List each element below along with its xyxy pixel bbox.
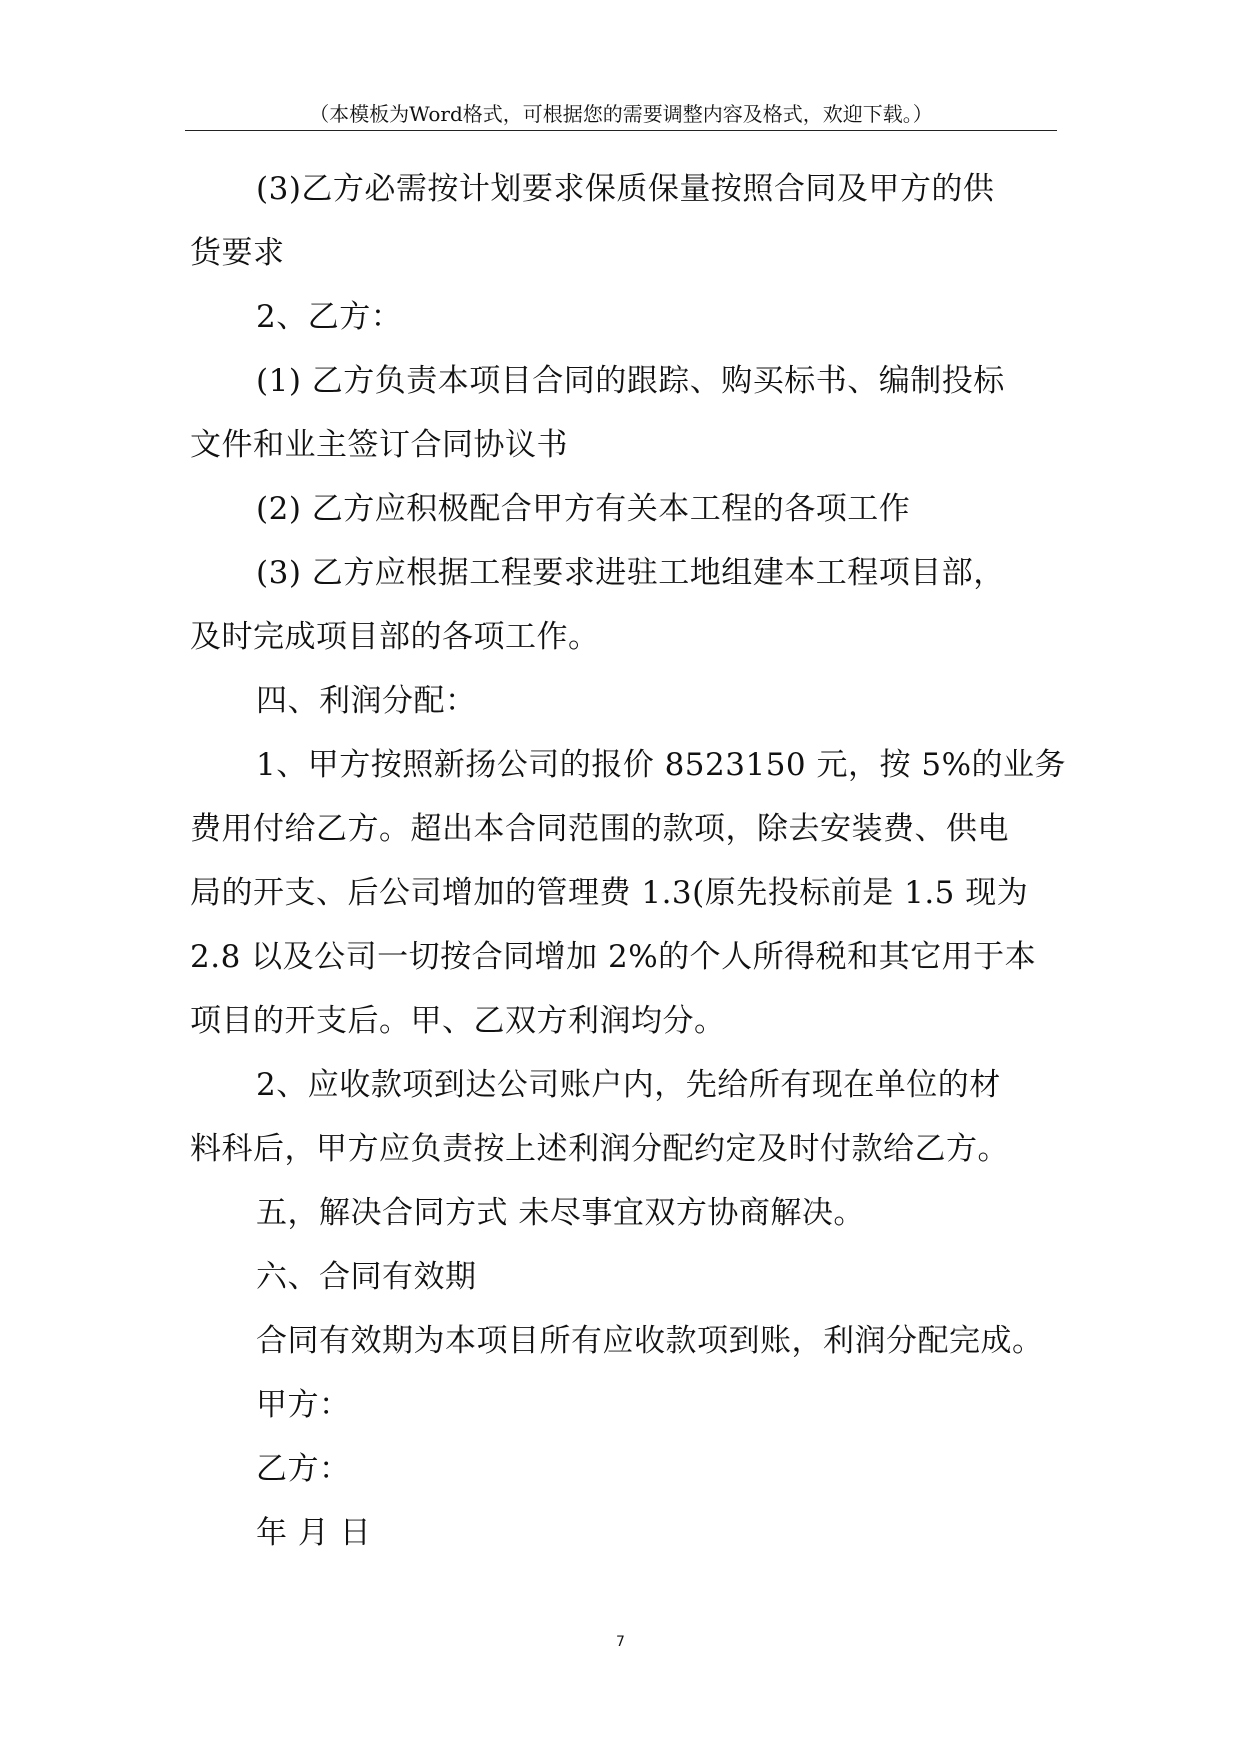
paragraph-line: 文件和业主签订合同协议书 bbox=[190, 427, 568, 463]
template-header-note: （本模板为Word格式，可根据您的需要调整内容及格式，欢迎下载。） bbox=[309, 102, 933, 126]
paragraph-line: 及时完成项目部的各项工作。 bbox=[190, 619, 600, 655]
paragraph-line: (3)乙方必需按计划要求保质保量按照合同及甲方的供 bbox=[256, 171, 995, 207]
signature-party-a: 甲方： bbox=[256, 1387, 351, 1423]
contract-body bbox=[190, 157, 1067, 1565]
section-heading: 五，解决合同方式 未尽事宜双方协商解决。 bbox=[256, 1195, 865, 1231]
paragraph-line: 2、应收款项到达公司账户内，先给所有现在单位的材 bbox=[256, 1067, 1001, 1103]
section-heading: 四、利润分配： bbox=[256, 683, 477, 719]
paragraph-line: 2.8 以及公司一切按合同增加 2%的个人所得税和其它用于本 bbox=[190, 939, 1037, 975]
paragraph-line: (3) 乙方应根据工程要求进驻工地组建本工程项目部， bbox=[256, 555, 1005, 591]
section-heading: 六、合同有效期 bbox=[256, 1259, 477, 1295]
header-divider bbox=[185, 130, 1057, 131]
signature-date: 年 月 日 bbox=[256, 1515, 372, 1551]
paragraph-line: (2) 乙方应积极配合甲方有关本工程的各项工作 bbox=[256, 491, 911, 527]
paragraph-line: (1) 乙方负责本项目合同的跟踪、购买标书、编制投标 bbox=[256, 363, 1005, 399]
paragraph-line: 1、甲方按照新扬公司的报价 8523150 元，按 5%的业务 bbox=[256, 747, 1067, 783]
paragraph-line: 货要求 bbox=[190, 235, 285, 271]
paragraph-line: 合同有效期为本项目所有应收款项到账，利润分配完成。 bbox=[256, 1323, 1044, 1359]
signature-party-b: 乙方： bbox=[256, 1451, 351, 1487]
paragraph-line: 项目的开支后。甲、乙双方利润均分。 bbox=[190, 1003, 726, 1039]
paragraph-line: 料科后，甲方应负责按上述利润分配约定及时付款给乙方。 bbox=[190, 1131, 1009, 1167]
paragraph-line: 局的开支、后公司增加的管理费 1.3(原先投标前是 1.5 现为 bbox=[190, 875, 1029, 911]
paragraph-line: 2、乙方： bbox=[256, 299, 403, 335]
page-number: 7 bbox=[616, 1634, 625, 1650]
paragraph-line: 费用付给乙方。超出本合同范围的款项，除去安装费、供电 bbox=[190, 811, 1009, 847]
